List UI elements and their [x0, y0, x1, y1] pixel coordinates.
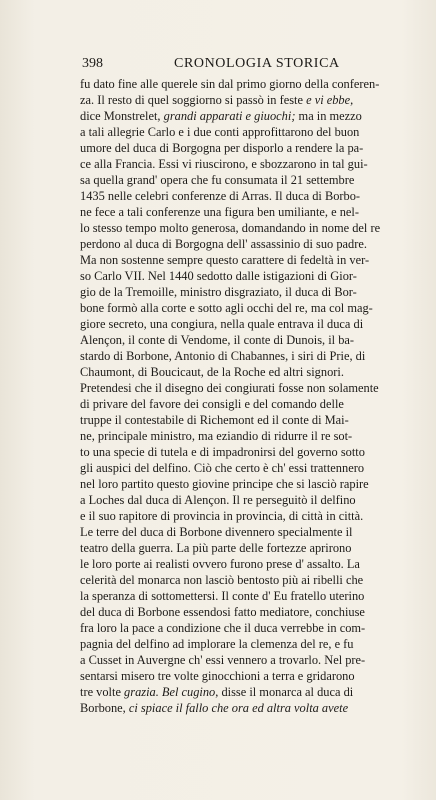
text-span: Alençon, il conte di Vendome, il conte di Dunois, il ba-	[80, 333, 355, 347]
text-span: fra loro la pace a condizione che il duca verrebbe in com-	[80, 621, 366, 635]
text-span: giore secreto, una congiura, nella quale entrava il duca di	[80, 317, 364, 331]
text-line	[80, 524, 416, 540]
text-line	[80, 332, 416, 348]
text-span: e il suo rapitore di provincia in provincia, di città in città.	[80, 509, 364, 523]
text-span: Pretendesi che il disegno dei congiurati fosse non solamente	[80, 381, 379, 395]
italic-text: grazia. Bel cugino	[124, 685, 216, 699]
text-line	[80, 476, 416, 492]
text-span: di privare del favore dei consigli e del comando delle	[80, 397, 344, 411]
body-text	[80, 76, 416, 716]
text-line	[80, 684, 416, 700]
text-line	[80, 556, 416, 572]
text-span: ma in mezzo	[295, 109, 362, 123]
text-line	[80, 604, 416, 620]
text-line	[80, 236, 416, 252]
text-span: Ma non sostenne sempre questo carattere di fedeltà in ver-	[80, 253, 370, 267]
text-line	[80, 172, 416, 188]
page-header	[0, 52, 436, 76]
text-line	[80, 636, 416, 652]
text-span: gli auspici del delfino. Ciò che certo è ch' essi trattennero	[80, 461, 365, 475]
text-span: bone formò alla corte e sotto agli occhi del re, ma col mag-	[80, 301, 373, 315]
text-span: ce alla Francia. Essi vi riuscirono, e sbozzarono in tal gui-	[80, 157, 368, 171]
italic-text: grandi apparati e giuochi;	[163, 109, 296, 123]
text-line	[80, 572, 416, 588]
text-line	[80, 652, 416, 668]
text-line	[80, 428, 416, 444]
text-span: ne, principale ministro, ma eziandio di ridurre il re sot-	[80, 429, 353, 443]
text-line	[80, 668, 416, 684]
text-span: Le terre del duca di Borbone divennero specialmente il	[80, 525, 353, 539]
text-line	[80, 76, 416, 92]
italic-text: ci spiace il fallo che ora ed altra volta avete	[128, 701, 349, 715]
text-line	[80, 540, 416, 556]
text-span: truppe il contestabile di Richemont ed il conte di Mai-	[80, 413, 349, 427]
text-line	[80, 268, 416, 284]
text-line	[80, 300, 416, 316]
text-line	[80, 188, 416, 204]
text-span: stardo di Borbone, Antonio di Chabannes, i siri di Prie, di	[80, 349, 366, 363]
text-span: , disse il monarca al duca di	[215, 685, 354, 699]
text-line	[80, 156, 416, 172]
text-span: le loro porte ai realisti ovvero furono prese d' assalto. La	[80, 557, 360, 571]
text-span: perdono al duca di Borgogna dell' assassinio di suo padre.	[80, 237, 367, 251]
text-span: za. Il resto di quel soggiorno si passò in feste	[80, 93, 307, 107]
text-span: Borbone,	[80, 701, 129, 715]
text-line	[80, 220, 416, 236]
text-span: ne fece a tali conferenze una figura ben umiliante, e nel-	[80, 205, 359, 219]
text-span: teatro della guerra. La più parte delle fortezze aprirono	[80, 541, 352, 555]
text-line	[80, 412, 416, 428]
text-line	[80, 508, 416, 524]
text-span: celerità del monarca non lasciò bentosto più ai ribelli che	[80, 573, 364, 587]
text-span: lo stesso tempo molto generosa, domandando in nome del re	[80, 221, 381, 235]
text-span: tre volte	[80, 685, 125, 699]
text-line	[80, 204, 416, 220]
text-line	[80, 364, 416, 380]
text-span: a Cusset in Auvergne ch' essi vennero a trovarlo. Nel pre-	[80, 653, 366, 667]
text-span: a tali allegrie Carlo e i due conti approfittarono del buon	[80, 125, 360, 139]
text-span: la speranza di sottomettersi. Il conte d' Eu fratello uterino	[80, 589, 365, 603]
italic-text: e vi ebbe,	[306, 93, 354, 107]
text-line	[80, 140, 416, 156]
text-line	[80, 316, 416, 332]
text-line	[80, 124, 416, 140]
text-span: to una specie di tutela e di impadronirsi del governo sotto	[80, 445, 365, 459]
text-span: fu dato fine alle querele sin dal primo giorno della conferen-	[80, 77, 380, 91]
text-span: 1435 nelle celebri conferenze di Arras. Il duca di Borbo-	[80, 189, 361, 203]
text-span: gio de la Tremoille, ministro disgraziato, il duca di Bor-	[80, 285, 357, 299]
text-line	[80, 460, 416, 476]
text-span: nel loro partito questo giovine principe che si lasciò rapire	[80, 477, 369, 491]
text-span: a Loches dal duca di Alençon. Il re perseguitò il delfino	[80, 493, 356, 507]
text-line	[80, 380, 416, 396]
text-span: so Carlo VII. Nel 1440 sedotto dalle istigazioni di Gior-	[80, 269, 357, 283]
text-line	[80, 284, 416, 300]
text-line	[80, 108, 416, 124]
text-span: sa quella grand' opera che fu consumata il 21 settembre	[80, 173, 355, 187]
text-line	[80, 444, 416, 460]
text-line	[80, 348, 416, 364]
text-span: Chaumont, di Boucicaut, de la Roche ed altri signori.	[80, 365, 344, 379]
running-title: CRONOLOGIA STORICA	[174, 56, 340, 71]
text-line	[80, 588, 416, 604]
page-number: 398	[82, 56, 103, 71]
text-span: dice Monstrelet,	[80, 109, 164, 123]
text-span: pagnia del delfino ad implorare la clemenza del re, e fu	[80, 637, 354, 651]
text-span: del duca di Borbone essendosi fatto mediatore, conchiuse	[80, 605, 365, 619]
text-line	[80, 92, 416, 108]
text-span: umore del duca di Borgogna per disporlo a rendere la pa-	[80, 141, 364, 155]
text-line	[80, 252, 416, 268]
text-span: sentarsi misero tre volte ginocchioni a terra e gridarono	[80, 669, 355, 683]
text-line	[80, 620, 416, 636]
text-line	[80, 700, 416, 716]
text-line	[80, 492, 416, 508]
text-line	[80, 396, 416, 412]
